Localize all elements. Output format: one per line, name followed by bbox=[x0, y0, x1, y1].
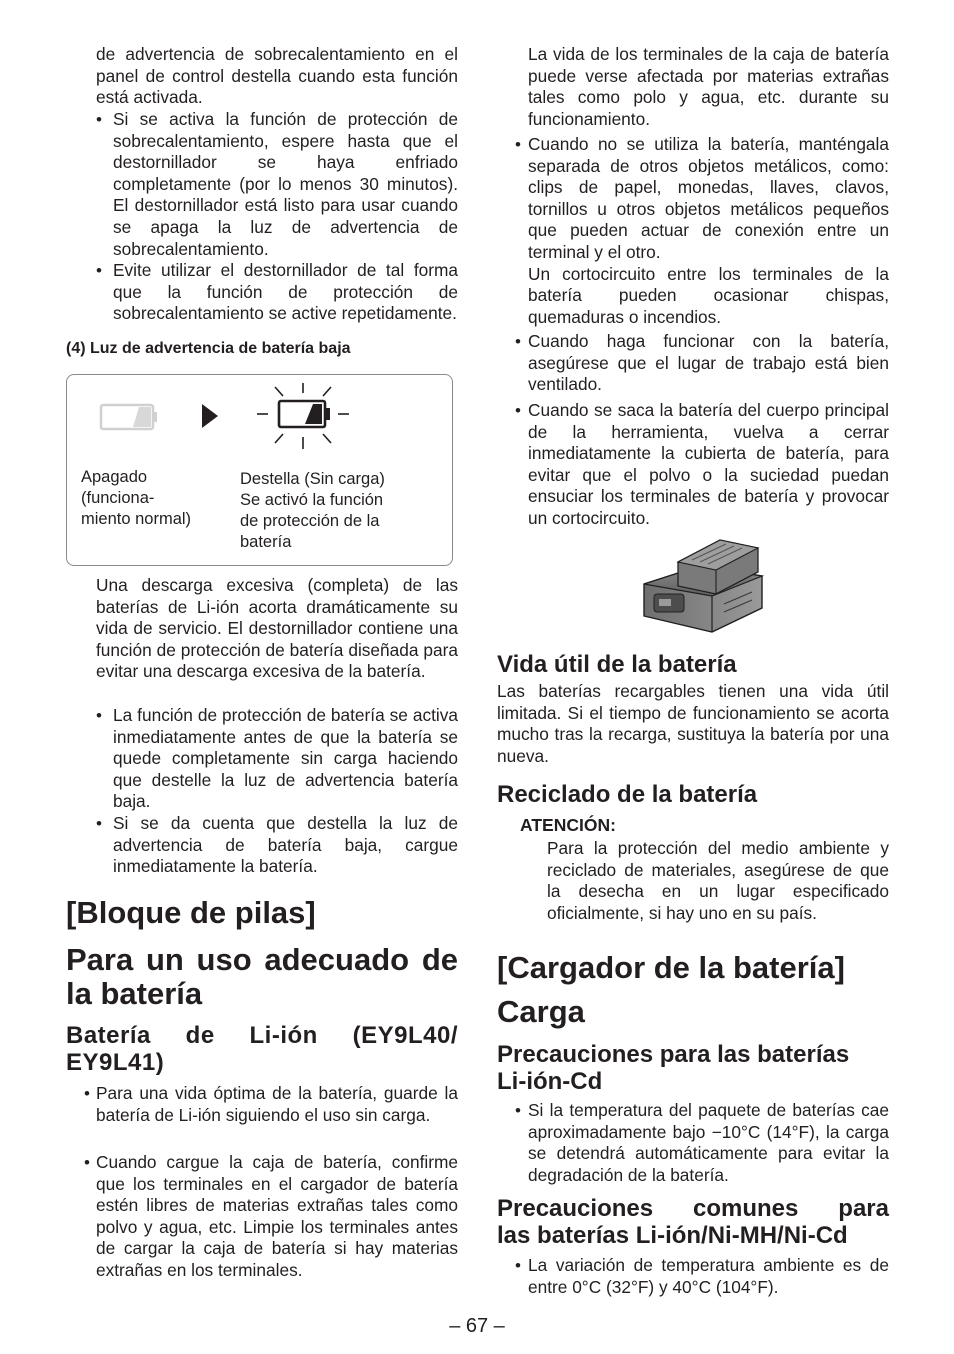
state-flash-label: Destella (Sin carga) Se activó la función de protección de la batería bbox=[240, 470, 385, 551]
state-off-label: Apagado (funciona- miento normal) bbox=[81, 468, 192, 528]
heading-precauciones-comunes: Precauciones comunes para las baterías Li-ión/Ni-MH/Ni-Cd bbox=[497, 1195, 889, 1249]
section-heading-low-battery: (4) Luz de advertencia de batería baja bbox=[66, 340, 351, 357]
list-item-text: Si se da cuenta que destella la luz de advertencia de batería baja, cargue inmediatamente la batería. bbox=[113, 813, 458, 877]
page-number: – 67 – bbox=[449, 1315, 505, 1337]
battery-flashing-icon bbox=[255, 381, 351, 453]
list-item-text: Para una vida óptima de la batería, guarde la batería de Li-ión siguiendo el uso sin carga. bbox=[96, 1083, 458, 1125]
list-item: • Evite utilizar el destornillador de tal forma que la función de protección de sobrecalentamiento se active repetidamente. bbox=[96, 260, 458, 324]
list-item: • Cuando haga funcionar con la batería, asegúrese que el lugar de trabajo está bien ventilado. bbox=[515, 331, 889, 395]
heading-li-ion: Batería de Li-ión (EY9L40/ EY9L41) bbox=[66, 1022, 458, 1076]
list-item: • Cuando cargue la caja de batería, confirme que los terminales en el cargador de batería estén libres de materias extrañas tales como polvo y agua, etc. Limpie los terminales antes de cargar la caja de batería si hay materias extrañas en los terminales. bbox=[84, 1152, 458, 1280]
list-item: • Cuando no se utiliza la batería, manténgala separada de otros objetos metálicos, como: clips de papel, monedas, llaves, clavos, tornillos u otros objetos metálicos pequeños que pueden actuar de conexión entre un terminal y el otro. Un cortocircuito entre los terminales de la batería pueden ocasionar chispas, quemaduras o incendios. bbox=[515, 134, 889, 327]
intro-continuation: de advertencia de sobrecalentamiento en el panel de control destella cuando esta función está activada. bbox=[96, 44, 458, 108]
heading-reciclado: Reciclado de la batería bbox=[497, 781, 758, 808]
vida-paragraph: Las baterías recargables tienen una vida útil limitada. Si el tiempo de funcionamiento se acorta mucho tras la recarga, sustituya la batería por una nueva. bbox=[497, 681, 889, 766]
list-item: • Si se activa la función de protección de sobrecalentamiento, espere hasta que el destornillador se haya enfriado completamente (por lo menos 30 minutos). El destornillador está listo para usar cuando se apaga la luz de advertencia de sobrecalentamiento. bbox=[96, 109, 458, 259]
heading-carga: Carga bbox=[497, 994, 585, 1029]
heading-bloque-de-pilas: [Bloque de pilas] bbox=[66, 895, 316, 930]
list-item-text: Evite utilizar el destornillador de tal forma que la función de protección de sobrecalentamiento se active repetidamente. bbox=[113, 260, 458, 324]
heading-precauciones-li: Precauciones para las baterías Li-ión-Cd bbox=[497, 1041, 850, 1095]
discharge-paragraph: Una descarga excesiva (completa) de las baterías de Li-ión acorta dramáticamente su vida de servicio. El destornillador contiene una función de protección de batería diseñada para evitar una descarga excesiva de la batería. bbox=[96, 575, 458, 682]
battery-off-icon bbox=[99, 403, 159, 433]
list-item-text: Cuando cargue la caja de batería, confirme que los terminales en el cargador de batería estén libres de materias extrañas tales como polvo y agua, etc. Limpie los terminales antes de cargar la caja de batería si hay materias extrañas en los terminales. bbox=[96, 1152, 458, 1280]
list-item-text: Cuando se saca la batería del cuerpo principal de la herramienta, vuelva a cerrar inmediatamente la cubierta de batería, para evitar que el polvo o la suciedad puedan ensuciar los terminales de batería y provocar un cortocircuito. bbox=[528, 400, 889, 528]
atencion-label: ATENCIÓN: bbox=[520, 815, 616, 835]
battery-pack-illustration bbox=[640, 532, 766, 636]
list-item-text: Cuando haga funcionar con la batería, asegúrese que el lugar de trabajo está bien ventilado. bbox=[528, 331, 889, 395]
list-item: • Si se da cuenta que destella la luz de advertencia de batería baja, cargue inmediatamente la batería. bbox=[96, 813, 458, 877]
list-item: • Cuando se saca la batería del cuerpo principal de la herramienta, vuelva a cerrar inmediatamente la cubierta de batería, para evitar que el polvo o la suciedad puedan ensuciar los terminales de batería y provocar un cortocircuito. bbox=[515, 400, 889, 528]
list-item-text: Si se activa la función de protección de sobrecalentamiento, espere hasta que el destornillador se haya enfriado completamente (por lo menos 30 minutos). El destornillador está listo para usar cuando se apaga la luz de advertencia de sobrecalentamiento. bbox=[113, 109, 458, 259]
list-item: • La variación de temperatura ambiente es de entre 0°C (32°F) y 40°C (104°F). bbox=[515, 1255, 889, 1297]
heading-uso-adecuado: Para un uso adecuado de la batería bbox=[66, 942, 458, 1011]
heading-vida-util: Vida útil de la batería bbox=[497, 651, 737, 678]
list-item: • La función de protección de batería se activa inmediatamente antes de que la batería se quede completamente sin carga haciendo que destelle la luz de advertencia batería baja. bbox=[96, 705, 458, 812]
atencion-text: Para la protección del medio ambiente y reciclado de materiales, asegúrese de que la desecha en un lugar especificado oficialmente, si hay uno en su país. bbox=[547, 838, 889, 923]
list-item-text: La función de protección de batería se activa inmediatamente antes de que la batería se quede completamente sin carga haciendo que destelle la luz de advertencia batería baja. bbox=[113, 705, 458, 812]
short-circuit-note: Un cortocircuito entre los terminales de la batería pueden ocasionar chispas, quemaduras o incendios. bbox=[528, 263, 889, 327]
triangle-right-icon bbox=[201, 403, 219, 429]
terminal-paragraph: La vida de los terminales de la caja de batería puede verse afectada por materias extrañas tales como polo y agua, etc. durante su funcionamiento. bbox=[528, 44, 889, 129]
list-item-text: La variación de temperatura ambiente es de entre 0°C (32°F) y 40°C (104°F). bbox=[528, 1255, 889, 1297]
list-item: • Para una vida óptima de la batería, guarde la batería de Li-ión siguiendo el uso sin carga. bbox=[84, 1083, 458, 1125]
list-item: • Si la temperatura del paquete de baterías cae aproximadamente bajo −10°C (14°F), la carga se detendrá automáticamente para evitar la degradación de la batería. bbox=[515, 1100, 889, 1185]
low-battery-figure bbox=[66, 374, 453, 566]
heading-cargador: [Cargador de la batería] bbox=[497, 950, 845, 985]
list-item-text: Cuando no se utiliza la batería, manténgala separada de otros objetos metálicos, como: clips de papel, monedas, llaves, clavos, tornillos u otros objetos metálicos pequeños que pueden actuar de conexión entre un terminal y el otro. bbox=[528, 134, 889, 262]
list-item-text: Si la temperatura del paquete de baterías cae aproximadamente bajo −10°C (14°F), la carga se detendrá automáticamente para evitar la degradación de la batería. bbox=[528, 1100, 889, 1185]
